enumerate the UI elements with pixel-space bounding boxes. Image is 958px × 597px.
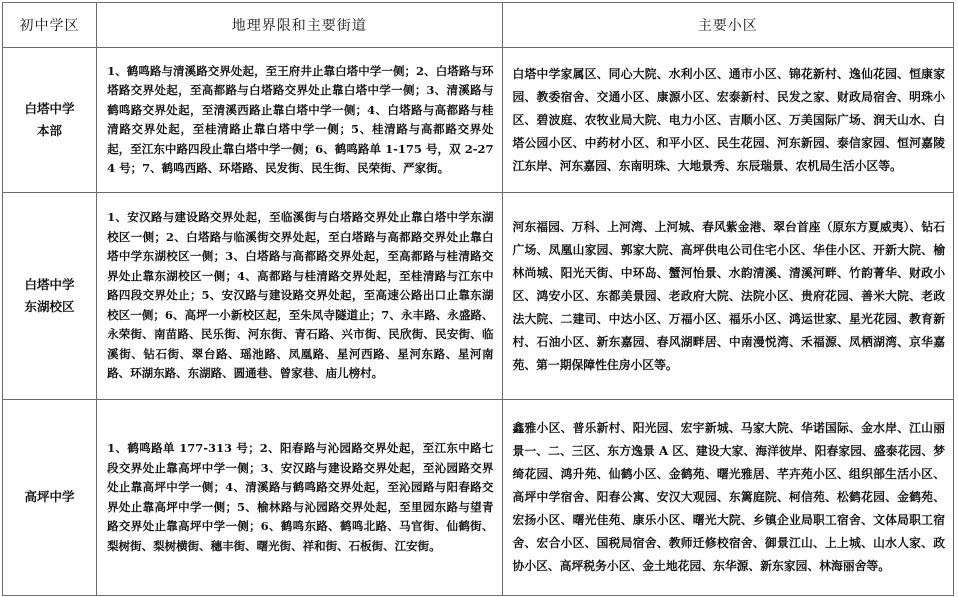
zone-name: 白塔中学本部	[24, 100, 75, 138]
table-row	[3, 48, 954, 193]
communities-cell	[502, 193, 953, 400]
communities-text: 鑫雅小区、普乐新村、阳光园、宏宇新城、马家大院、华诺国际、金水岸、江山丽景一、二、三区、东方逸景 A 区、建设大家、海洋彼岸、阳春家园、盛泰花园、梦绮花园、鸿升苑、仙鹤小区、金鹤苑、曙光雅居、芊卉苑小区、组织部生活小区、高坪中学宿舍、阳春公寓、安汉大观园、东篱庭院、柯信苑、松鹤花园、金鹤苑、宏扬小区、曙光佳苑、康乐小区、曙光大院、乡镇企业局职工宿舍、文体局职工宿舍、宏合小区、国税局宿舍、教师迁修校宿舍、御景江山、上上城、山水人家、政协小区、高坪税务小区、金土地花园、东华源、新东家园、林海丽舍等。	[512, 421, 945, 573]
zone-name: 高坪中学	[24, 489, 75, 504]
communities-cell	[502, 48, 953, 193]
streets-text: 1、鹤鸣路单 177-313 号；2、阳春路与沁园路交界处起，至江东中路七段交界处止靠高坪中学一侧；3、安汉路与建设路交界处起，至沁园路交界处止靠高坪中学一侧；4、清溪路与鹤鸣路交界处起，至沁园路与阳春路交界处止靠高坪中学一侧；5、榆林路与沁园路交界处起，至里园东路与望青路交界处止靠高坪中学一侧；6、鹤鸣东路、鹤鸣北路、马官街、仙鹤街、梨树街、梨树横街、穗丰街、曙光街、祥和街、石板街、江安街。	[107, 441, 494, 553]
communities-text: 白塔中学家属区、同心大院、水利小区、通市小区、锦花新村、逸仙花园、恒康家园、教委宿舍、交通小区、康源小区、宏泰新村、民发之家、财政局宿舍、明珠小区、碧波庭、农牧业局大院、电力小区、吉顺小区、万美国际广场、润天山水、白塔公园小区、中药材小区、和平小区、民生花园、河东新园、泰信家园、恒河嘉陵江东岸、河东嘉园、东南明珠、大地景秀、东辰瑞景、农机局生活小区等。	[512, 66, 945, 173]
streets-cell	[97, 48, 502, 193]
zone-cell	[3, 193, 97, 400]
header-communities: 主要小区	[502, 3, 953, 48]
table-row	[3, 193, 954, 400]
table-row	[3, 400, 954, 596]
zone-name: 白塔中学东湖校区	[24, 276, 75, 314]
streets-cell	[97, 193, 502, 400]
zone-cell	[3, 48, 97, 193]
streets-cell	[97, 400, 502, 596]
header-streets: 地理界限和主要街道	[97, 3, 502, 48]
school-district-table	[2, 2, 954, 596]
communities-text: 河东福园、万科、上河湾、上河城、春风紫金港、翠台首座（原东方夏威夷）、钻石广场、凤凰山家园、郭家大院、高坪供电公司住宅小区、华佳小区、开新大院、榆林尚城、阳光天街、中环岛、蟹河怡景、水韵清溪、清溪河畔、竹韵菁华、财政小区、鸿安小区、东都美景园、老政府大院、法院小区、贵府花园、善米大院、老政法大院、二建司、中达小区、万福小区、福乐小区、鸿运世家、星光花园、教育新村、石油小区、新东嘉园、春风湖畔居、中南漫悦湾、禾福源、凤栖湖湾、京华嘉苑、第一期保障性住房小区等。	[512, 219, 945, 372]
header-zone: 初中学区	[3, 3, 97, 48]
header-row	[3, 3, 954, 48]
streets-text: 1、安汉路与建设路交界处起，至临溪街与白塔路交界处止靠白塔中学东湖校区一侧；2、白塔路与临溪街交界处起，至白塔路与高都路交界处止靠白塔中学东湖校区一侧；3、白塔路与高都路交界处起，至高都路与桂清路交界处止靠东湖校区一侧；4、高都路与桂清路交界处起，至桂清路与江东中路四段交界处止；5、安汉路与建设路交界处起，至高速公路出口止靠东湖校区一侧；6、高坪一小新校区起，至朱凤寺隧道止；7、永丰路、永盛路、永荣街、南苗路、民乐街、河东街、青石路、兴市街、民欣街、民安街、临溪街、钻石街、翠台路、瑶池路、凤凰路、星河西路、星河东路、星河南路、环湖东路、东湖路、圆通巷、曾家巷、庙儿榜村。	[107, 210, 494, 381]
streets-text: 1、鹤鸣路与清溪路交界处起，至王府井止靠白塔中学一侧；2、白塔路与环塔路交界处起，至高都路与白塔路交界处止靠白塔中学一侧；3、清溪路与鹤鸣路交界处起，至清溪西路止靠白塔中学一侧；4、白塔路与高都路与桂清路交界处起，至桂清路止靠白塔中学一侧；5、桂清路与高都路交界处起，至江东中路四段止靠白塔中学一侧；6、鹤鸣路单 1-175 号，双 2-274 号；7、鹤鸣西路、环塔路、民发街、民生街、民荣街、严家街。	[107, 63, 494, 175]
zone-cell	[3, 400, 97, 596]
communities-cell	[502, 400, 953, 596]
